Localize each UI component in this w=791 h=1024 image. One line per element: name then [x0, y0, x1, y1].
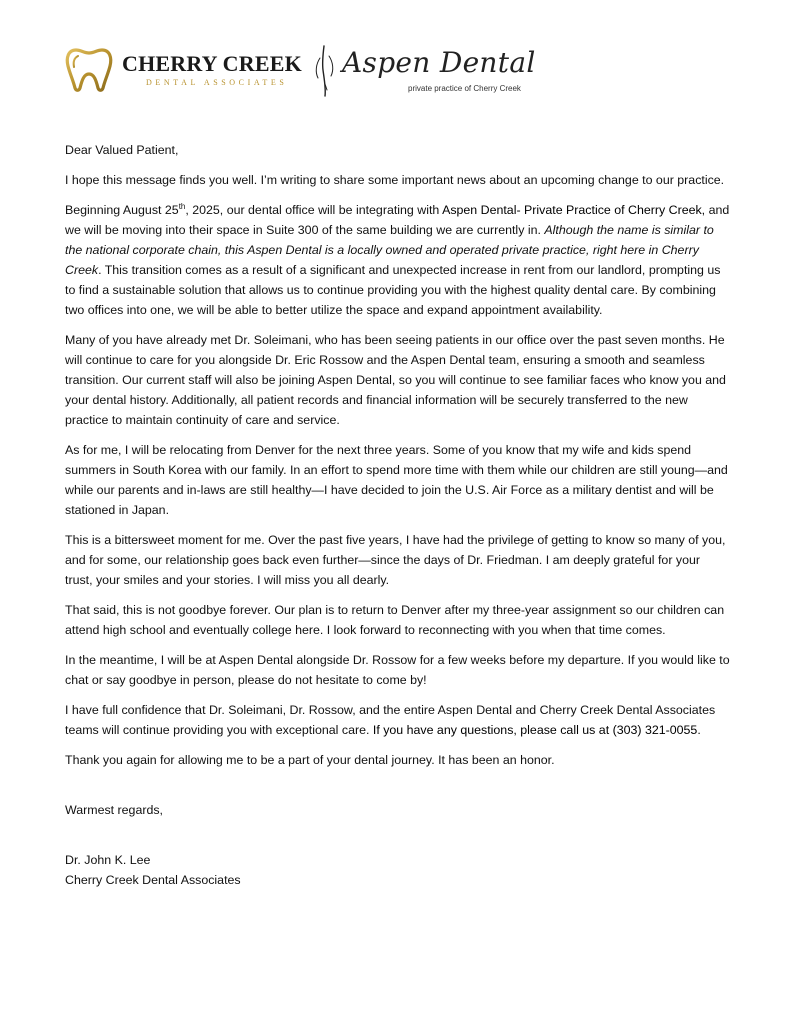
p2-text-1: Beginning August 25: [65, 203, 179, 217]
cherry-creek-logo: [64, 46, 304, 92]
tooth-icon: [64, 46, 114, 92]
cherry-creek-name: CHERRY CREEK: [122, 51, 302, 76]
salutation: Dear Valued Patient,: [65, 143, 179, 157]
p2-text-3: and we will be moving into their space in Suite 300 of the same building we are currently in.: [65, 203, 730, 237]
letter-body: [65, 140, 730, 890]
paragraph-return: That said, this is not goodbye forever. Our plan is to return to Denver after my three-year assignment so our children can attend high school and eventually college here. I look forward to reconnecting with you when that time comes.: [65, 603, 725, 637]
paragraph-relocation: As for me, I will be relocating from Denver for the next three years. Some of you know that my wife and kids spend summers in South Korea with our family. In an effort to spend more time with them while our children are still young—and while our parents and in-laws are still healthy—I have decided to join the U.S. Air Force as a military dentist and will be stationed in Japan.: [65, 443, 728, 517]
p2-italic-note: Although the name is similar to the national corporate chain, this Aspen Dental is a locally owned and operated private practice, right here in Cherry Creek: [65, 223, 714, 277]
paragraph-thanks: Thank you again for allowing me to be a part of your dental journey. It has been an honor.: [65, 753, 555, 767]
paragraph-doctors: Many of you have already met Dr. Soleimani, who has been seeing patients in our office over the past seven months. He will continue to care for you alongside Dr. Eric Rossow and the Aspen Dental team, ensuring a smooth and seamless transition. Our current staff will also be joining Aspen Dental, so you will continue to see familiar faces who know you and your dental history. Additionally, all patient records and financial information will be securely transferred to the new practice to maintain continuity of care and service.: [65, 333, 726, 427]
closing: Warmest regards,: [65, 803, 163, 817]
aspen-dental-logo: [310, 42, 542, 100]
paragraph-intro: I hope this message finds you well. I’m writing to share some important news about an upcoming change to our practice.: [65, 173, 725, 187]
paragraph-confidence: [65, 700, 730, 740]
signature-org: Cherry Creek Dental Associates: [65, 873, 241, 887]
p8-text-1: I have full confidence that Dr. Soleimani, Dr. Rossow, and the entire Aspen Dental and Cherry Creek Dental Associates teams will continue providing you with exceptional care.: [65, 703, 716, 737]
aspen-practice-name: Aspen Dental- Private Practice of Cherry Creek,: [442, 203, 706, 217]
contact-phone-sentence: If you have any questions, please call us at (303) 321-0055: [372, 723, 698, 737]
p2-text-4: . This transition comes as a result of a significant and unexpected increase in rent from our landlord, prompting us to find a sustainable solution that allows us to continue providing you with the highest quality dental care. By combining two offices into one, we will be able to better utilize the space and expand appointment availability.: [65, 263, 721, 317]
p2-text-2: , 2025, our dental office will be integrating with: [185, 203, 443, 217]
p2-superscript: th: [178, 201, 186, 211]
cherry-creek-subtitle: DENTAL ASSOCIATES: [146, 78, 288, 87]
p8-text-2: .: [697, 723, 701, 737]
aspen-dental-name: Aspen Dental: [342, 46, 536, 79]
aspen-dental-subtitle: private practice of Cherry Creek: [408, 84, 521, 93]
paragraph-integration: [65, 200, 730, 320]
aspen-mark-icon: [310, 44, 340, 98]
paragraph-bittersweet: This is a bittersweet moment for me. Over the past five years, I have had the privilege of getting to know so many of you, and for some, our relationship goes back even further—since the days of Dr. Friedman. I am deeply grateful for your trust, your smiles and your stories. I will miss you all dearly.: [65, 533, 726, 587]
paragraph-meantime: In the meantime, I will be at Aspen Dental alongside Dr. Rossow for a few weeks before my departure. If you would like to chat or say goodbye in person, please do not hesitate to come by!: [65, 653, 730, 687]
signature-name: Dr. John K. Lee: [65, 853, 151, 867]
